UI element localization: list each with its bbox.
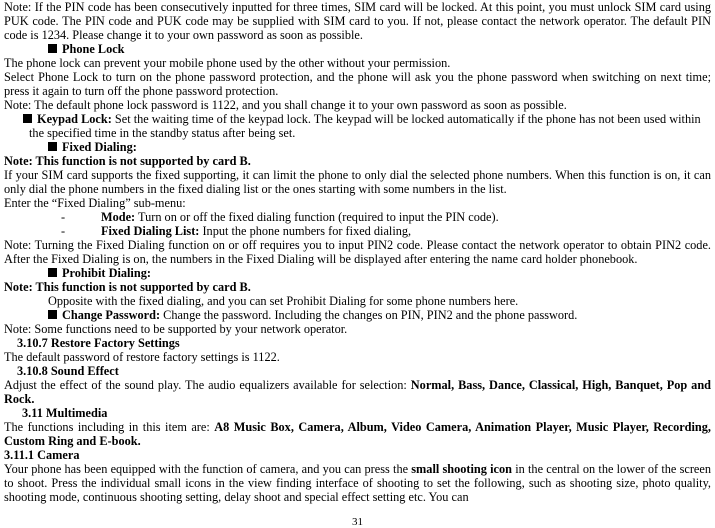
multimedia-text: The functions including in this item are: A8 Music Box, Camera, Album, Video Camera, Animation Player, Music Player, Recording, Custom Ring and E-book.	[4, 420, 711, 448]
camera-text: Your phone has been equipped with the function of camera, and you can press the small shooting icon in the central on the lower of the screen to shoot. Press the individual small icons in the view finding interface of shooting to set the following, such as shooting size, photo quality, shooting mode, continuous shooting setting, delay shoot and special effect setting etc. You can	[4, 462, 711, 504]
bullet-square-icon	[48, 310, 57, 319]
change-password-note: Note: Some functions need to be supported by your network operator.	[4, 322, 348, 336]
prohibit-dialing-heading: Prohibit Dialing:	[4, 266, 711, 280]
fixed-dialing-item-mode: - Mode: Turn on or off the fixed dialing function (required to input the PIN code).	[61, 210, 499, 224]
phone-lock-line-3: Note: The default phone lock password is 1122, and you shall change it to your own password as soon as possible.	[4, 98, 567, 112]
multimedia-heading: 3.11 Multimedia	[22, 406, 108, 420]
camera-heading: 3.11.1 Camera	[4, 448, 80, 462]
phone-lock-line-2: Select Phone Lock to turn on the phone password protection, and the phone will ask you the phone password when switching on next time; press it again to turn off the phone password protection.	[4, 70, 711, 98]
fixed-dialing-card-note: Note: This function is not supported by card B.	[4, 154, 251, 168]
page-number: 31	[352, 516, 363, 528]
restore-text: The default password of restore factory settings is 1122.	[4, 350, 280, 364]
restore-heading: 3.10.7 Restore Factory Settings	[17, 336, 180, 350]
fixed-dialing-description: If your SIM card supports the fixed supporting, it can limit the phone to only dial the selected phone numbers. When this function is on, it can only dial the phone numbers in the fixed dialing list or the ones starting with some numbers in the list.	[4, 168, 711, 196]
bullet-square-icon	[23, 114, 32, 123]
fixed-dialing-note: Note: Turning the Fixed Dialing function on or off requires you to input PIN2 code. Please contact the network operator to obtain PIN2 code. After the Fixed Dialing is on, the numbers in the Fixed Dialing will be displayed after entering the name card holder phonebook.	[4, 238, 711, 266]
fixed-dialing-heading: Fixed Dialing:	[4, 140, 711, 154]
prohibit-dialing-text: Opposite with the fixed dialing, and you can set Prohibit Dialing for some phone numbers here.	[48, 294, 519, 308]
bullet-square-icon	[48, 44, 57, 53]
phone-lock-line-1: The phone lock can prevent your mobile phone used by the other without your permission.	[4, 56, 451, 70]
change-password-heading: Change Password:	[62, 308, 161, 322]
fixed-dialing-enter: Enter the “Fixed Dialing” sub-menu:	[4, 196, 186, 210]
prohibit-dialing-card-note: Note: This function is not supported by card B.	[4, 280, 251, 294]
keypad-lock-text: Set the waiting time of the keypad lock. The keypad will be locked automatically if the phone has not been used within the specified time in the standby status after being set.	[29, 112, 701, 140]
fixed-dialing-item-list: - Fixed Dialing List: Input the phone numbers for fixed dialing,	[61, 224, 412, 238]
keypad-lock-heading: Keypad Lock:	[37, 112, 112, 126]
change-password-paragraph: Change Password: Change the password. Including the changes on PIN, PIN2 and the phone password.	[4, 308, 711, 322]
pin-note: Note: If the PIN code has been consecutively inputted for three times, SIM card will be locked. At this point, you must unlock SIM card using PUK code. The PIN code and PUK code may be supplied with SIM card to you. If not, please contact the network operator. The default PIN code is 1234. Please change it to your own password as soon as possible.	[4, 0, 711, 42]
phone-lock-heading: Phone Lock	[4, 42, 711, 56]
bullet-square-icon	[48, 142, 57, 151]
sound-effect-text: Adjust the effect of the sound play. The audio equalizers available for selection: Normal, Bass, Dance, Classical, High, Banquet, Pop and Rock.	[4, 378, 711, 406]
sound-effect-heading: 3.10.8 Sound Effect	[17, 364, 119, 378]
bullet-square-icon	[48, 268, 57, 277]
keypad-lock-paragraph	[4, 112, 711, 140]
